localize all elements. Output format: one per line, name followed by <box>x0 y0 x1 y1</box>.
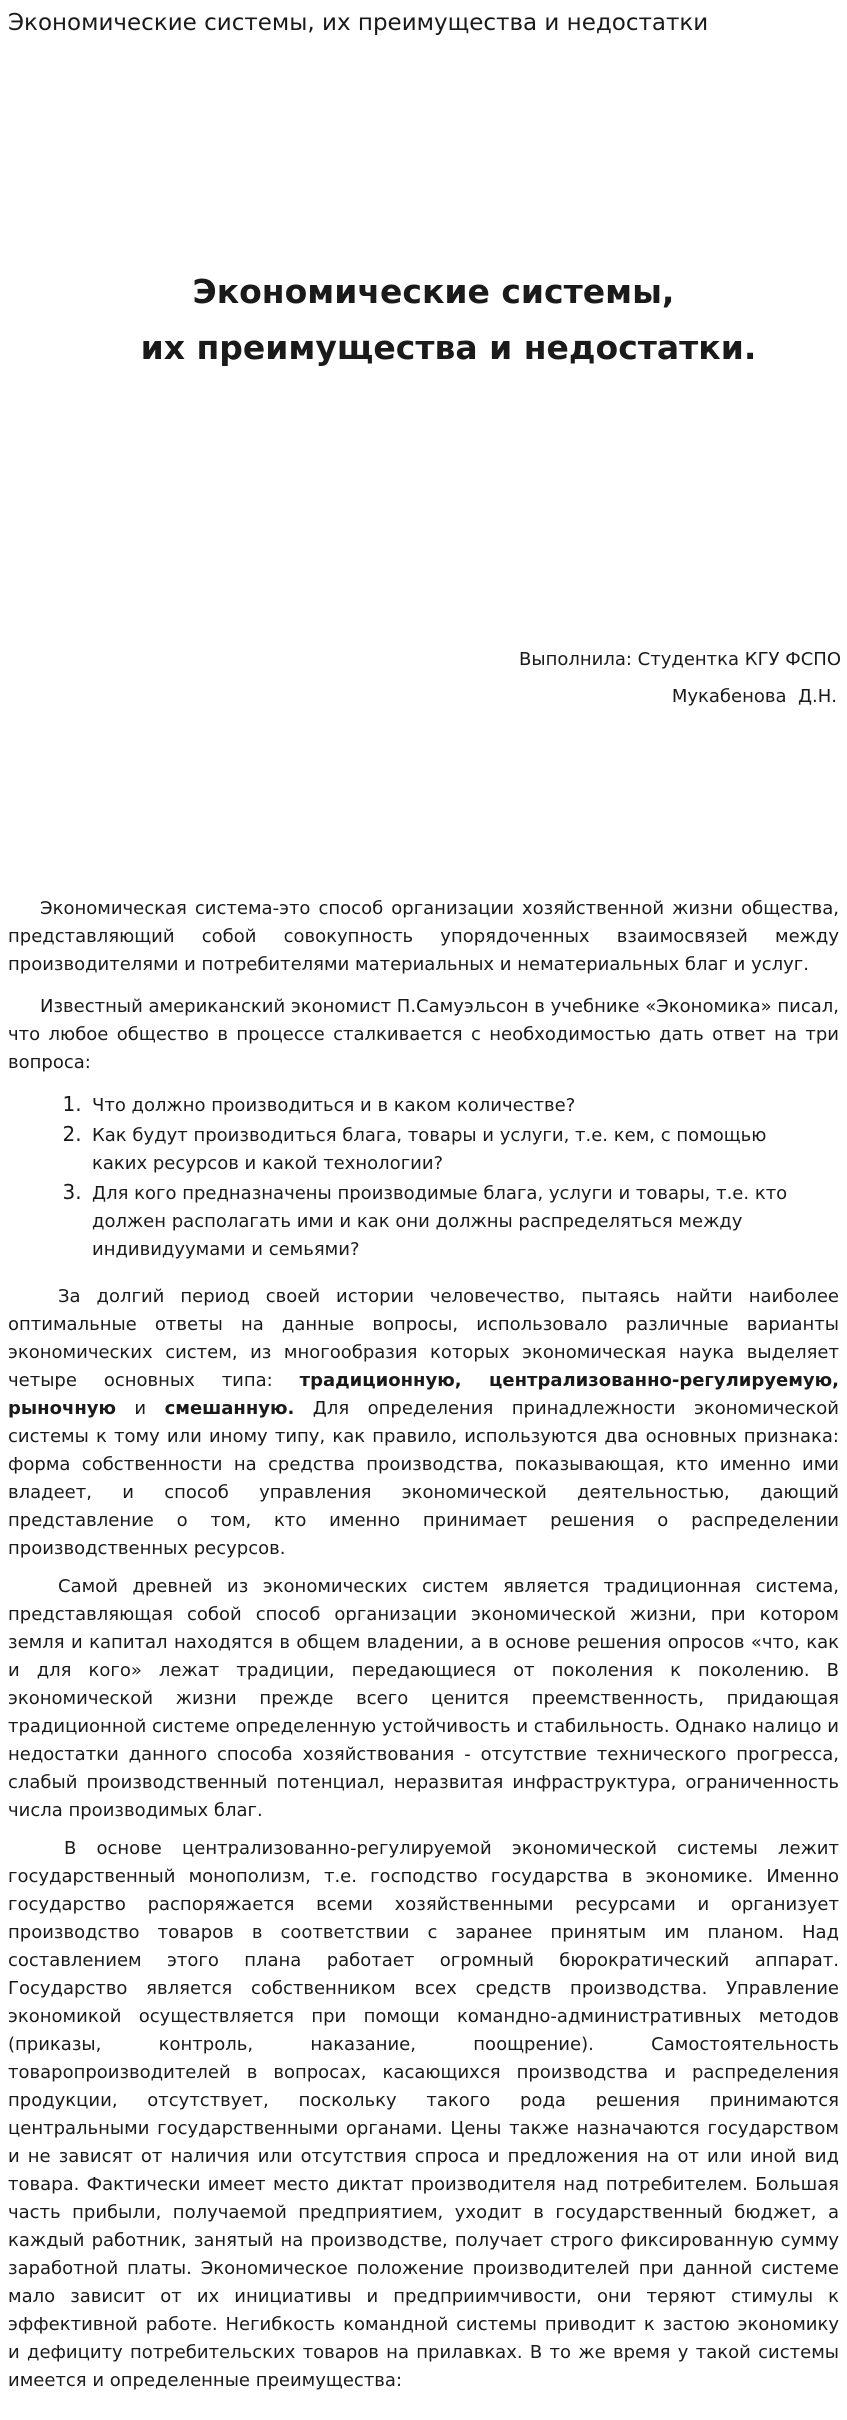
text-run: Для определения принадлежности экономической системы к тому или иному типу, как правило, используются два основных признака: форма собственности на средства производства, показывающая, кто именно ими владеет, и способ управления экономической деятельностью, дающий представление о том, кто именно принимает решения о распределении производственных ресурсов. <box>8 1398 839 1559</box>
text-run: и <box>116 1398 165 1419</box>
author-line-1: Выполнила: Студентка КГУ ФСПО <box>519 649 841 670</box>
text-run: За долгий период своей истории человечество, пытаясь найти наиболее оптимальные ответы на данные вопросы, использовало различные варианты экономических систем, из многообразия которых экономическая наука выделяет четыре основных типа: <box>8 1286 839 1391</box>
paragraph-system-types <box>8 1283 839 1563</box>
paragraph-traditional-system: Самой древней из экономических систем является традиционная система, представляющая собой способ организации экономической жизни, при котором земля и капитал находятся в общем владении, а в основе решения опросов «что, как и для кого» лежат традиции, передающиеся от поколения к поколению. В экономической жизни прежде всего ценится преемственность, придающая традиционной системе определенную устойчивость и стабильность. Однако налицо и недостатки данного способа хозяйствования - отсутствие технического прогресса, слабый производственный потенциал, неразвитая инфраструктура, ограниченность числа производимых благ. <box>8 1576 839 1821</box>
paragraph-samuelson: Известный американский экономист П.Самуэльсон в учебнике «Экономика» писал, что любое общество в процессе сталкивается с необходимостью дать ответ на три вопроса: <box>8 996 839 1073</box>
paragraph-centralized-system: В основе централизованно-регулируемой экономической системы лежит государственный монополизм, т.е. господство государства в экономике. Именно государство распоряжается всеми хозяйственными ресурсами и организует производство товаров в соответствии с заранее принятым им планом. Над составлением этого плана работает огромный бюрократический аппарат. Государство является собственником всех средств производства. Управление экономикой осуществляется при помощи командно-административных методов (приказы, контроль, наказание, поощрение). Самостоятельность товаропроизводителей в вопросах, касающихся производства и распределения продукции, отсутствует, поскольку такого рода решения принимаются центральными государственными органами. Цены также назначаются государством и не зависят от наличия или отсутствия спроса и предложения на от или иной вид товара. Фактически имеет место диктат производителя над потребителем. Большая часть прибыли, получаемой предприятием, уходит в государственный бюджет, а каждый работник, занятый на производстве, получает строго фиксированную сумму заработной платы. Экономическое положение производителей при данной системе мало зависит от их инициативы и предприимчивости, они теряют стимулы к эффективной работе. Негибкость командной системы приводит к застою экономику и дефициту потребительских товаров на прилавках. В то же время у такой системы имеется и определенные преимущества: <box>8 1838 839 2391</box>
document-title-line-2: их преимущества и недостатки. <box>140 328 757 368</box>
question-item: 3. Для кого предназначены производимые блага, услуги и товары, т.е. кто должен располагать ими и как они должны распределяться между индивидуумами и семьями? <box>88 1178 819 1264</box>
paragraph-definition: Экономическая система-это способ организации хозяйственной жизни общества, представляющий собой совокупность упорядоченных взаимосвязей между производителями и потребителями материальных и нематериальных благ и услуг. <box>8 898 839 975</box>
questions-list <box>8 1090 839 1264</box>
bold-text-run: смешанную. <box>164 1398 295 1419</box>
document-body <box>8 895 839 2395</box>
bold-text-run: традиционную, централизованно-регулируемую, рыночную <box>8 1370 839 1419</box>
author-line-2: Мукабенова Д.Н. <box>671 686 837 707</box>
page-header-title: Экономические системы, их преимущества и недостатки <box>8 10 709 36</box>
question-item: 2. Как будут производиться блага, товары и услуги, т.е. кем, с помощью каких ресурсов и какой технологии? <box>88 1120 819 1178</box>
question-item: 1. Что должно производиться и в каком количестве? <box>88 1090 819 1120</box>
document-title-line-1: Экономические системы, <box>192 272 675 312</box>
